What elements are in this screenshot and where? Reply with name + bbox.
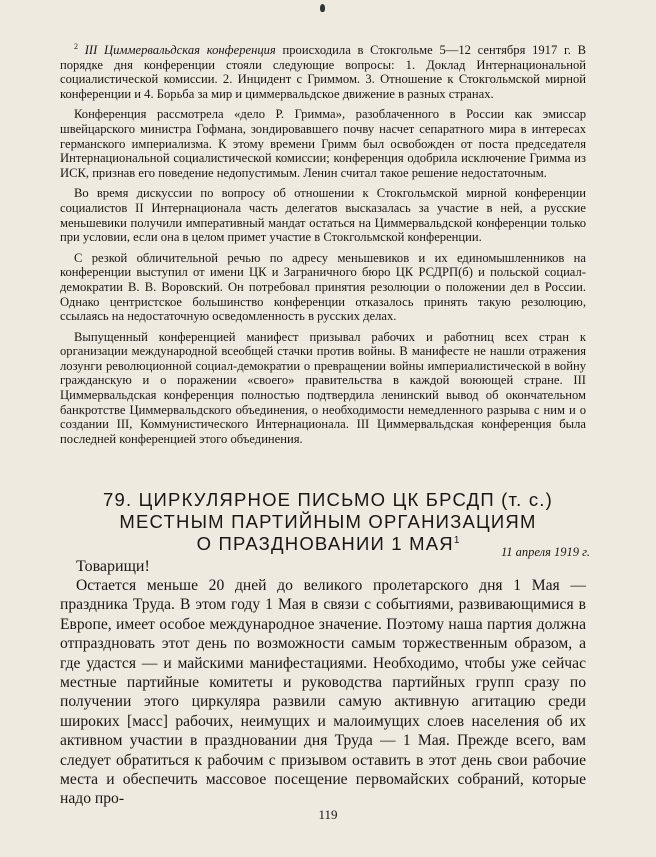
heading-line: 79. ЦИРКУЛЯРНОЕ ПИСЬМО ЦК БРСДП (т. с.) [102, 489, 553, 510]
greeting: Товарищи! [76, 558, 150, 575]
document-date: 11 апреля 1919 г. [500, 545, 590, 559]
heading-line: МЕСТНЫМ ПАРТИЙНЫМ ОРГАНИЗАЦИЯМ [119, 511, 537, 532]
footnote-number: 2 [74, 41, 78, 51]
footnote-block [60, 43, 586, 446]
footnote-text: происходила в Стокгольме 5—12 сентября 1917 г. В порядке дня конференции стояли следующие вопросы: 1. Доклад Интернациональной социалистической комиссии. 2. Инцидент с Гриммом. 3. Отношение к Стокгольмской мирной конференции и 4. Борьба за мир и циммервальдское движение в разных странах. [60, 43, 587, 101]
letter-body: Остается меньше 20 дней до великого пролетарского дня 1 Мая — праздника Труда. В этом году 1 Мая в связи с событиями, развивающимися в Европе, имеет особое международное значение. Поэтому наша партия должна отпраздновать этот день по возможности самым торжественным образом, а где удастся — и майскими манифестациями. Необходимо, чтобы уже сейчас местные партийные комитеты и руководства партийных групп сразу по получении этого циркуляра развили самую активную агитацию среди широких [масс] рабочих, неимущих и малоимущих слоев населения об их активном участии в праздновании дня Труда — 1 Мая. Прежде всего, вам следует обратиться к рабочим с призывом оставить в этот день свои рабочие места и обеспечить массовое посещение первомайских собраний, которые надо про- [60, 577, 586, 808]
heading-footnote-mark: 1 [453, 534, 460, 546]
footnote-paragraph: Конференция рассмотрела «дело Р. Гримма», разоблаченного в России как эмиссар швейцарского министра Гофмана, зондировавшего почву насчет сепаратного мира в интересах германского империализма. К этому времени Гримм был освобожден от поста председателя Интернациональной социалистической комиссии; конференция одобрила исключение Гримма из ИСК, признав его поведение недопустимым. Ленин считал такое решение недостаточным. [60, 107, 586, 180]
footnote-lead: III Циммервальдская конференция [84, 43, 276, 57]
footnote-paragraph: Выпущенный конференцией манифест призывал рабочих и работниц всех стран к организации международной всеобщей стачки против войны. В манифесте не нашли отражения лозунги революционной социал-демократии о превращении войны империалистической в войну гражданскую и о поражении «своего» правительства в каждой воюющей стране. III Циммервальдская конференция полностью подтвердила ленинский вывод об окончательном банкротстве Циммервальдского объединения, о необходимости немедленного разрыва с ним и о создании III, Коммунистического Интернационала. III Циммервальдская конференция была последней конференцией этого объединения. [60, 329, 586, 446]
footnote-paragraph: С резкой обличительной речью по адресу меньшевиков и их единомышленников на конференции выступил от имени ЦК и Заграничного бюро ЦК РСДРП(б) и польской социал-демократии В. В. Воровский. Он потребовал принятия резолюции о положении дел в России. Однако центристское большинство конференции отказалось принять такую резолюцию, ссылаясь на недостаточную осведомленность в русских делах. [60, 250, 586, 324]
heading-line-text: О ПРАЗДНОВАНИИ 1 МАЯ [196, 533, 454, 554]
page-number: 119 [318, 807, 338, 822]
print-mark [320, 4, 325, 12]
footnote-paragraph: Во время дискуссии по вопросу об отношении к Стокгольмской мирной конференции социалистов II Интернационала часть делегатов высказалась за участие в ней, а русские меньшевики получили императивный мандат остаться на Циммервальдской конференции только при условии, если она в целом примет участие в Стокгольмской конференции. [60, 186, 586, 245]
footnote-paragraph [60, 43, 586, 101]
